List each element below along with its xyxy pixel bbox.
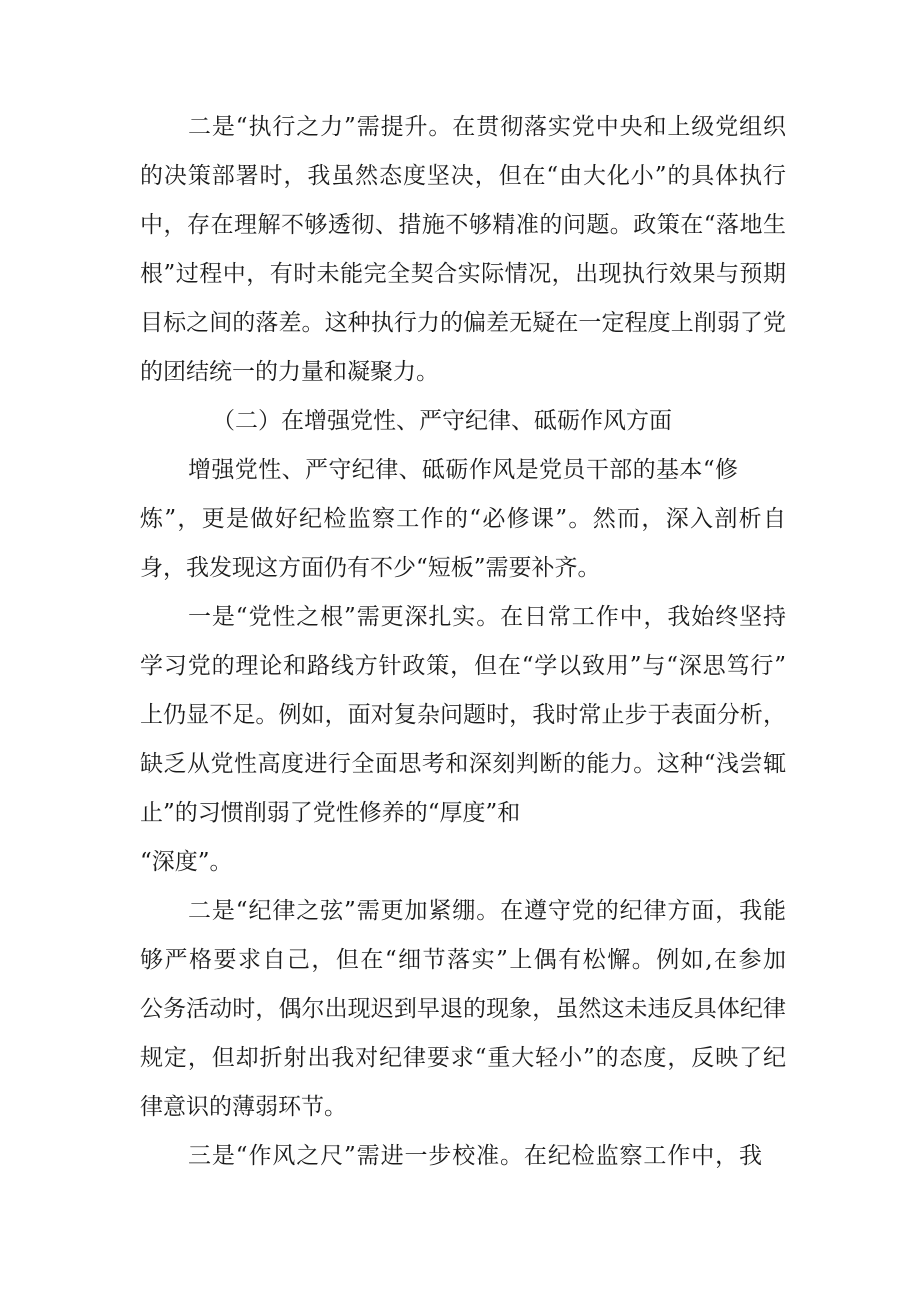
paragraph-4-line-4: 规定，但却折射出我对纪律要求“重大轻小”的态度，反映了纪 [140, 1045, 786, 1071]
paragraph-4-line-5: 律意识的薄弱环节。 [140, 1094, 347, 1120]
paragraph-3-line-2: 学习党的理论和路线方针政策，但在“学以致用”与“深思笃行” [140, 653, 786, 679]
paragraph-3-line-3: 上仍显不足。例如，面对复杂问题时，我时常止步于表面分析， [140, 702, 786, 728]
paragraph-4-line-3: 公务活动时，偶尔出现迟到早退的现象，虽然这未违反具体纪律 [140, 996, 786, 1022]
paragraph-3-line-5: 止”的习惯削弱了党性修养的“厚度”和 [140, 800, 521, 826]
paragraph-1-line-4: 根”过程中，有时未能完全契合实际情况，出现执行效果与预期 [140, 261, 786, 287]
paragraph-1-line-5: 目标之间的落差。这种执行力的偏差无疑在一定程度上削弱了党 [140, 310, 786, 336]
paragraph-1-line-1: 二是“执行之力”需提升。在贯彻落实党中央和上级党组织 [188, 114, 786, 140]
paragraph-3-line-6: “深度”。 [140, 849, 233, 875]
paragraph-4-line-1: 二是“纪律之弦”需更加紧绷。在遵守党的纪律方面，我能 [188, 898, 786, 924]
paragraph-3-line-4: 缺乏从党性高度进行全面思考和深刻判断的能力。这种“浅尝辄 [140, 751, 786, 777]
paragraph-4-line-2: 够严格要求自己，但在“细节落实”上偶有松懈。例如,在参加 [140, 947, 786, 973]
paragraph-2-line-1: 增强党性、严守纪律、砥砺作风是党员干部的基本“修 [188, 457, 738, 483]
paragraph-2-line-2: 炼”，更是做好纪检监察工作的“必修课”。然而，深入剖析自 [140, 506, 786, 532]
section-heading: （二）在增强党性、严守纪律、砥砺作风方面 [212, 408, 672, 434]
paragraph-1-line-2: 的决策部署时，我虽然态度坚决，但在“由大化小”的具体执行 [140, 163, 786, 189]
paragraph-3-line-1: 一是“党性之根”需更深扎实。在日常工作中，我始终坚持 [188, 604, 786, 630]
paragraph-2-line-3: 身，我发现这方面仍有不少“短板”需要补齐。 [140, 555, 601, 581]
paragraph-1-line-3: 中，存在理解不够透彻、措施不够精准的问题。政策在“落地生 [140, 212, 786, 238]
paragraph-1-line-6: 的团结统一的力量和凝聚力。 [140, 359, 439, 385]
paragraph-5-line-1: 三是“作风之尺”需进一步校准。在纪检监察工作中，我 [188, 1143, 762, 1169]
